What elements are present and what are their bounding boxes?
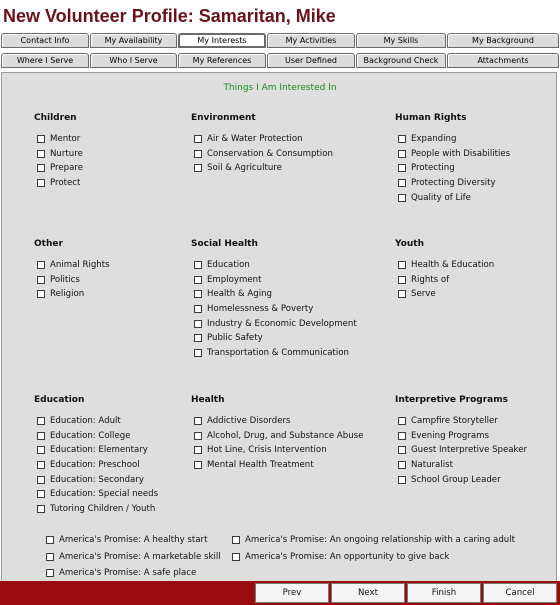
interest-checkbox[interactable]	[398, 446, 406, 454]
interest-option[interactable]	[395, 472, 527, 487]
group-heading: Youth	[395, 239, 424, 249]
interest-option[interactable]	[191, 429, 363, 444]
interest-checkbox[interactable]	[398, 194, 406, 202]
interest-checkbox[interactable]	[37, 432, 45, 440]
interest-label: Guest Interpretive Speaker	[411, 445, 528, 456]
interest-option[interactable]	[43, 532, 221, 549]
interest-checkbox[interactable]	[194, 334, 202, 342]
americas-promise-right	[229, 532, 515, 565]
interest-option[interactable]	[34, 258, 110, 273]
tab-row-2	[1, 53, 559, 71]
interest-option[interactable]	[395, 132, 510, 147]
interest-label: Rights of	[411, 274, 450, 285]
interest-checkbox[interactable]	[37, 490, 45, 498]
interest-option[interactable]	[43, 549, 221, 566]
interest-label: Hot Line, Crisis Intervention	[207, 445, 327, 456]
interest-checkbox[interactable]	[37, 150, 45, 158]
interest-label: Education: Adult	[50, 416, 121, 427]
tab-my-references[interactable]: My References	[178, 53, 266, 68]
interest-checkbox[interactable]	[37, 290, 45, 298]
tab-my-skills[interactable]: My Skills	[356, 33, 446, 48]
group-heading: Other	[34, 239, 63, 249]
interest-checkbox[interactable]	[398, 135, 406, 143]
interest-option[interactable]	[395, 273, 494, 288]
interest-checkbox[interactable]	[194, 164, 202, 172]
interest-option[interactable]	[395, 287, 494, 302]
group-heading: Children	[34, 113, 77, 123]
interest-checkbox[interactable]	[398, 261, 406, 269]
interest-option[interactable]	[34, 458, 158, 473]
interest-option[interactable]	[191, 458, 363, 473]
group-health	[191, 394, 363, 472]
interest-label: Education: Special needs	[50, 489, 159, 500]
interest-checkbox[interactable]	[194, 261, 202, 269]
interest-label: Education: Preschool	[50, 460, 140, 471]
group-children	[34, 112, 83, 190]
interest-label: Evening Programs	[411, 430, 490, 441]
interest-label: Air & Water Protection	[207, 134, 303, 145]
interest-label: Expanding	[411, 134, 457, 145]
group-heading: Social Health	[191, 239, 258, 249]
interest-option[interactable]	[395, 443, 527, 458]
prev-button[interactable]: Prev	[255, 583, 329, 603]
tab-my-availability[interactable]: My Availability	[90, 33, 177, 48]
interest-label: Industry & Economic Development	[207, 318, 357, 329]
interest-option[interactable]	[191, 147, 333, 162]
interest-checkbox[interactable]	[37, 476, 45, 484]
interest-option[interactable]	[395, 429, 527, 444]
interest-label: Alcohol, Drug, and Substance Abuse	[207, 430, 364, 441]
group-other	[34, 238, 110, 302]
interest-option[interactable]	[34, 414, 158, 429]
interest-label: Quality of Life	[411, 192, 471, 203]
interest-checkbox[interactable]	[37, 276, 45, 284]
interest-option[interactable]	[395, 176, 510, 191]
interest-checkbox[interactable]	[398, 432, 406, 440]
interest-label: Protecting	[411, 163, 455, 174]
interest-label: America's Promise: A healthy start	[59, 535, 208, 546]
group-youth	[395, 238, 494, 302]
interest-option[interactable]	[34, 429, 158, 444]
interest-checkbox[interactable]	[46, 553, 54, 561]
group-heading: Environment	[191, 113, 256, 123]
interest-option[interactable]	[191, 273, 357, 288]
interest-label: Homelessness & Poverty	[207, 304, 314, 315]
interest-label: Addictive Disorders	[207, 416, 291, 427]
finish-button[interactable]: Finish	[407, 583, 481, 603]
interest-checkbox[interactable]	[398, 476, 406, 484]
interest-label: Health & Aging	[207, 289, 273, 300]
interest-label: Religion	[50, 289, 85, 300]
tab-user-defined[interactable]: User Defined	[267, 53, 355, 68]
group-interpretive-programs	[395, 394, 527, 487]
tab-background-check[interactable]: Background Check	[356, 53, 446, 68]
interest-label: Employment	[207, 274, 262, 285]
group-heading: Interpretive Programs	[395, 395, 508, 405]
interest-checkbox[interactable]	[194, 446, 202, 454]
interest-option[interactable]	[191, 287, 357, 302]
group-social-health	[191, 238, 357, 360]
interest-label: Tutoring Children / Youth	[50, 503, 156, 514]
page-title: New Volunteer Profile: Samaritan, Mike	[3, 6, 336, 26]
interest-label: Education: Secondary	[50, 474, 144, 485]
interest-checkbox[interactable]	[194, 305, 202, 313]
interest-option[interactable]	[34, 132, 83, 147]
interest-label: Animal Rights	[50, 260, 110, 271]
interest-checkbox[interactable]	[194, 417, 202, 425]
interest-checkbox[interactable]	[37, 417, 45, 425]
interest-checkbox[interactable]	[398, 461, 406, 469]
interest-option[interactable]	[34, 161, 83, 176]
interest-checkbox[interactable]	[398, 276, 406, 284]
interest-checkbox[interactable]	[37, 505, 45, 513]
interest-checkbox[interactable]	[37, 135, 45, 143]
interest-option[interactable]	[395, 161, 510, 176]
interest-option[interactable]	[191, 132, 333, 147]
interest-checkbox[interactable]	[37, 179, 45, 187]
interest-label: America's Promise: An ongoing relationship with a caring adult	[245, 535, 515, 546]
next-button[interactable]: Next	[331, 583, 405, 603]
tab-my-background[interactable]: My Background	[447, 33, 559, 48]
interest-checkbox[interactable]	[194, 349, 202, 357]
interest-checkbox[interactable]	[46, 536, 54, 544]
interest-option[interactable]	[229, 549, 515, 566]
interest-label: America's Promise: A marketable skill	[59, 551, 221, 562]
tab-my-interests[interactable]: My Interests	[178, 33, 266, 48]
interest-label: Transportation & Communication	[207, 347, 349, 358]
group-education	[34, 394, 158, 516]
interest-checkbox[interactable]	[37, 164, 45, 172]
interest-option[interactable]	[191, 346, 357, 361]
interest-option[interactable]	[34, 502, 158, 517]
interest-checkbox[interactable]	[194, 461, 202, 469]
interest-label: School Group Leader	[411, 474, 501, 485]
tab-where-i-serve[interactable]: Where I Serve	[1, 53, 89, 68]
interest-label: Public Safety	[207, 333, 263, 344]
interest-label: Politics	[50, 274, 80, 285]
interest-label: Conservation & Consumption	[207, 148, 333, 159]
interest-option[interactable]	[191, 302, 357, 317]
interest-option[interactable]	[34, 147, 83, 162]
interest-label: Campfire Storyteller	[411, 416, 498, 427]
interest-option[interactable]	[191, 258, 357, 273]
tab-row-1	[1, 33, 559, 51]
interest-checkbox[interactable]	[232, 553, 240, 561]
interest-option[interactable]	[191, 443, 363, 458]
interest-label: Education	[207, 260, 250, 271]
interest-option[interactable]	[395, 458, 527, 473]
interest-checkbox[interactable]	[232, 536, 240, 544]
interest-option[interactable]	[191, 316, 357, 331]
interest-option[interactable]	[34, 487, 158, 502]
interest-option[interactable]	[34, 273, 110, 288]
tab-attachments[interactable]: Attachments	[447, 53, 559, 68]
interest-option[interactable]	[34, 287, 110, 302]
group-heading: Health	[191, 395, 225, 405]
interest-label: Health & Education	[411, 260, 495, 271]
interest-checkbox[interactable]	[194, 432, 202, 440]
interest-label: Prepare	[50, 163, 84, 174]
group-heading: Education	[34, 395, 85, 405]
interest-label: Protecting Diversity	[411, 178, 496, 189]
group-heading: Human Rights	[395, 113, 467, 123]
interest-label: Mentor	[50, 134, 81, 145]
interest-checkbox[interactable]	[46, 569, 54, 577]
interest-checkbox[interactable]	[398, 417, 406, 425]
interest-checkbox[interactable]	[398, 150, 406, 158]
interest-label: Nurture	[50, 148, 83, 159]
interest-label: Serve	[411, 289, 436, 300]
interest-checkbox[interactable]	[398, 164, 406, 172]
group-human-rights	[395, 112, 510, 205]
interest-option[interactable]	[34, 176, 83, 191]
interest-label: America's Promise: An opportunity to give back	[245, 551, 450, 562]
interest-label: People with Disabilities	[411, 148, 511, 159]
tab-contact-info[interactable]: Contact Info	[1, 33, 89, 48]
interest-option[interactable]	[191, 161, 333, 176]
interest-checkbox[interactable]	[398, 290, 406, 298]
interest-checkbox[interactable]	[194, 320, 202, 328]
interest-label: America's Promise: A safe place	[59, 568, 197, 579]
interest-checkbox[interactable]	[194, 276, 202, 284]
tab-who-i-serve[interactable]: Who I Serve	[90, 53, 177, 68]
interest-label: Soil & Agriculture	[207, 163, 282, 174]
interest-option[interactable]	[191, 331, 357, 346]
cancel-button[interactable]: Cancel	[483, 583, 557, 603]
interest-option[interactable]	[191, 414, 363, 429]
interest-label: Protect	[50, 178, 81, 189]
interest-checkbox[interactable]	[194, 135, 202, 143]
interest-option[interactable]	[34, 443, 158, 458]
interest-option[interactable]	[395, 147, 510, 162]
americas-promise-left	[43, 532, 221, 582]
interest-checkbox[interactable]	[194, 150, 202, 158]
panel-title: Things I Am Interested In	[223, 83, 337, 93]
interest-checkbox[interactable]	[398, 179, 406, 187]
interest-checkbox[interactable]	[37, 261, 45, 269]
interest-label: Education: Elementary	[50, 445, 148, 456]
interest-option[interactable]	[229, 532, 515, 549]
interest-label: Naturalist	[411, 460, 453, 471]
interest-checkbox[interactable]	[37, 446, 45, 454]
interest-checkbox[interactable]	[37, 461, 45, 469]
tab-my-activities[interactable]: My Activities	[267, 33, 355, 48]
interest-option[interactable]	[34, 472, 158, 487]
interest-checkbox[interactable]	[194, 290, 202, 298]
interest-option[interactable]	[395, 414, 527, 429]
group-environment	[191, 112, 333, 176]
interest-label: Education: College	[50, 430, 131, 441]
interest-label: Mental Health Treatment	[207, 460, 314, 471]
interest-option[interactable]	[395, 258, 494, 273]
interest-option[interactable]	[395, 190, 510, 205]
interest-option[interactable]	[43, 565, 221, 582]
